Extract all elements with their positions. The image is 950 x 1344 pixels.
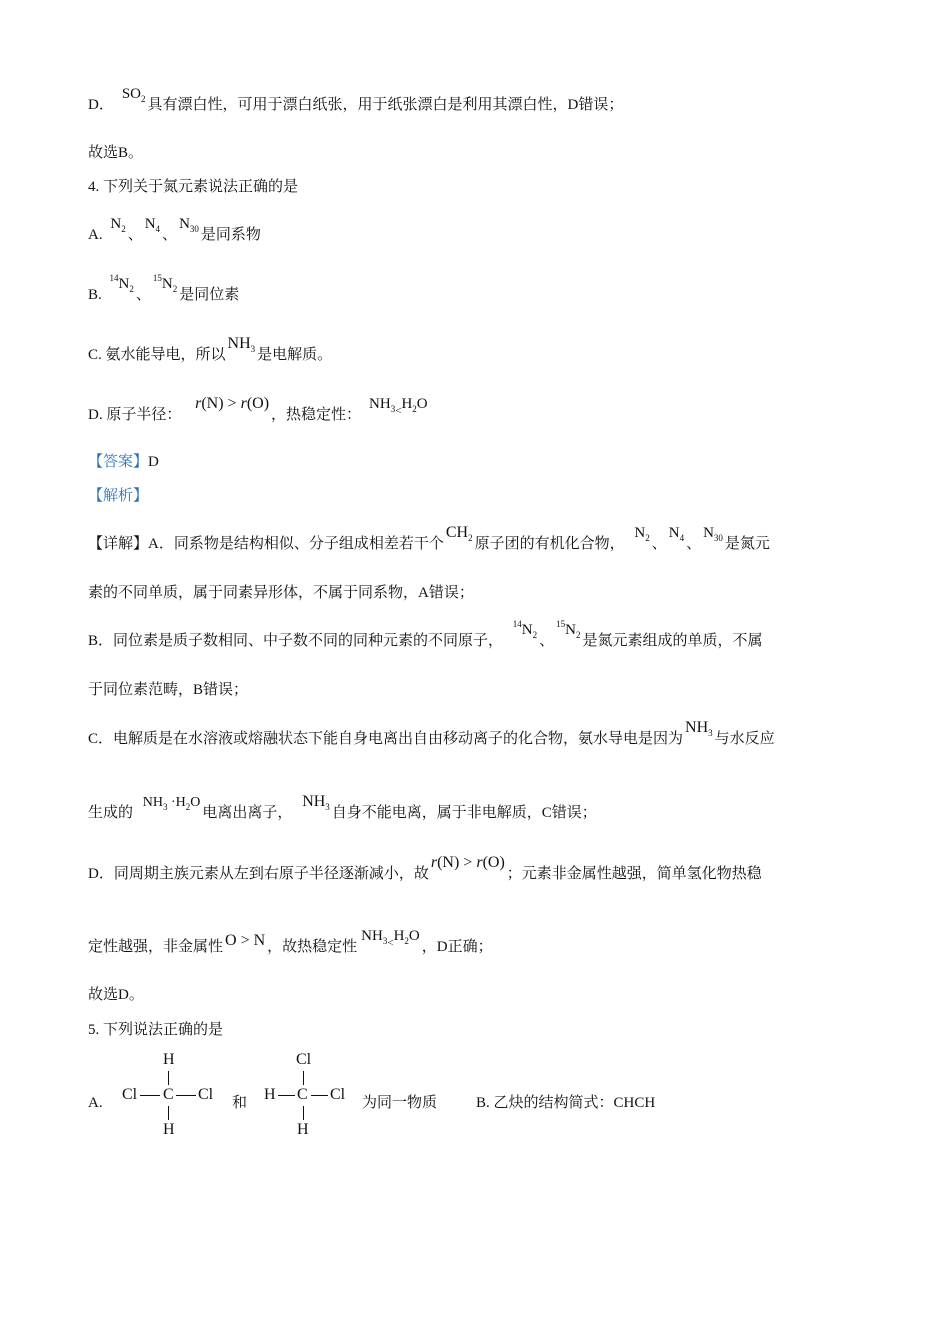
detail-text: D．同周期主族元素从左到右原子半径逐渐减小，故 [88, 866, 429, 882]
detail-text: 是氮元 [724, 536, 770, 552]
formula-sub: 2 [645, 533, 650, 543]
formula-radius [195, 394, 269, 414]
bond [168, 1071, 169, 1085]
q5-and: 和 [232, 1095, 248, 1111]
formula-sub: 2 [468, 533, 473, 543]
formula-sub: 3 [382, 936, 388, 946]
formula-15n2 [153, 274, 177, 295]
formula-text: NH [685, 719, 709, 736]
formula-text: N [521, 622, 533, 638]
formula-paren: ) [263, 395, 270, 412]
formula-text: N [118, 276, 130, 292]
formula-sup: 14 [512, 619, 522, 629]
formula-sub: 4 [155, 224, 161, 234]
detail-text: ；元素非金属性越强，简单氢化物热稳 [506, 866, 762, 882]
formula-sub: 30 [189, 224, 199, 234]
formula-sub: 2 [404, 936, 409, 946]
option-text: C. 氨水能导电，所以 [88, 347, 226, 363]
formula-paren: ( [437, 854, 443, 871]
formula-n4 [145, 214, 160, 235]
detail-text: B．同位素是质子数相同、中子数不同的同种元素的不同原子， [88, 633, 504, 649]
answer-label: 【答案】 [88, 454, 149, 470]
formula-var: r [195, 395, 202, 412]
formula-text: O [416, 396, 428, 412]
detail-d-line2 [88, 928, 493, 958]
formula-text: N [110, 216, 122, 232]
formula-op: < [387, 937, 394, 949]
structural-formula-1 [120, 1052, 220, 1142]
separator: 、 [162, 227, 178, 243]
atom-top: Cl [296, 1051, 312, 1068]
formula-sub: 30 [713, 533, 723, 543]
bond [168, 1106, 169, 1120]
bond [278, 1095, 295, 1096]
q4-option-b [88, 273, 240, 306]
detail-d-line1 [88, 854, 762, 884]
formula-stability [361, 926, 420, 947]
structural-formula-2 [262, 1052, 352, 1142]
detail-c-line2 [88, 793, 597, 824]
formula-sub: 2 [121, 224, 126, 234]
formula-text: N [634, 525, 646, 541]
formula-sub: 3 [163, 802, 168, 812]
formula-text: H [175, 795, 186, 810]
formula-o-gt-n: O > N [225, 932, 266, 949]
formula-text: O [487, 854, 500, 871]
formula-text: N [565, 622, 576, 638]
formula-op: > [463, 854, 473, 871]
q5-same-substance: 为同一物质 [362, 1095, 438, 1111]
formula-nh3 [302, 792, 330, 813]
formula-text: NH [227, 335, 251, 352]
formula-sub: 2 [532, 630, 538, 640]
formula-sub: 3 [250, 344, 256, 354]
option-text: ，热稳定性： [271, 407, 362, 423]
formula-op: < [395, 405, 402, 417]
detail-a-line1 [88, 524, 770, 555]
formula-sub: 2 [129, 284, 134, 294]
conclusion-d: 故选D。 [88, 987, 144, 1003]
formula-text: N [161, 276, 173, 292]
formula-var: r [430, 854, 438, 871]
conclusion-b: 故选B。 [88, 145, 144, 161]
formula-n30 [703, 523, 723, 544]
formula-n2 [634, 523, 649, 544]
detail-text: A．同系物是结构相似、分子组成相差若干个 [148, 536, 444, 552]
formula-text: O [252, 395, 264, 412]
bond [303, 1071, 304, 1085]
formula-op: > [227, 395, 237, 412]
atom-bottom: H [163, 1121, 175, 1138]
separator: 、 [539, 633, 555, 649]
atom-left: Cl [122, 1086, 138, 1103]
formula-sub: 4 [679, 533, 685, 543]
detail-text: 电离出离子， [202, 805, 293, 821]
bond [303, 1106, 304, 1120]
formula-sub: 2 [141, 94, 146, 104]
atom-center: C [297, 1086, 308, 1103]
formula-nh3 [228, 334, 256, 355]
formula-paren: ( [246, 395, 253, 412]
detail-c-line1 [88, 719, 775, 750]
option-d-prev [88, 86, 624, 116]
option-text: 是同系物 [200, 227, 261, 243]
formula-paren: ( [201, 395, 207, 412]
formula-so2 [122, 84, 146, 105]
formula-text: SO [121, 86, 142, 102]
atom-right: Cl [330, 1086, 346, 1103]
formula-sub: 2 [412, 404, 417, 414]
detail-a-line2: 素的不同单质，属于同素异形体，不属于同系物，A错误； [88, 585, 474, 601]
formula-var: r [476, 854, 483, 871]
formula-sub: 2 [172, 284, 178, 294]
formula-text: NH [369, 396, 391, 412]
option-text: 具有漂白性，可用于漂白纸张，用于纸张漂白是利用其漂白性，D错误； [147, 97, 624, 113]
formula-paren: ( [482, 854, 488, 871]
question-4: 4. 下列关于氮元素说法正确的是 [88, 179, 299, 195]
separator: 、 [651, 536, 667, 552]
detail-text: 原子团的有机化合物， [474, 536, 625, 552]
detail-text: ，D正确； [421, 939, 493, 955]
bond [311, 1095, 328, 1096]
formula-text: H [393, 928, 405, 944]
atom-right: Cl [198, 1086, 214, 1103]
detail-text: 与水反应 [714, 731, 775, 747]
formula-sub: 2 [185, 802, 191, 812]
formula-text: NH [302, 793, 326, 810]
formula-text: O [408, 928, 420, 944]
formula-nh3 [685, 718, 713, 739]
formula-sub: 3 [325, 802, 330, 812]
formula-text: H [401, 396, 413, 412]
separator: 、 [127, 227, 143, 243]
formula-n30 [179, 214, 199, 235]
bond [140, 1095, 160, 1096]
formula-text: N [144, 216, 156, 232]
formula-nh3-h2o [143, 793, 201, 813]
formula-14n2 [513, 620, 537, 641]
atom-center: C [163, 1086, 174, 1103]
formula-paren: ) [218, 395, 224, 412]
detail-b-line2: 于同位素范畴，B错误； [88, 682, 249, 698]
detail-text: ，故热稳定性 [267, 939, 358, 955]
q5-option-b: B. 乙炔的结构简式：CHCH [476, 1095, 656, 1111]
option-label: A. [88, 227, 103, 243]
formula-text: N [703, 525, 714, 541]
formula-sup: 15 [556, 619, 566, 629]
answer [88, 452, 159, 472]
option-text: 是电解质。 [257, 347, 333, 363]
separator: 、 [135, 287, 151, 303]
formula-sup: 14 [109, 273, 119, 283]
formula-text: CH [445, 524, 469, 541]
formula-dot: · [171, 795, 176, 810]
formula-stability [369, 394, 428, 415]
formula-n2 [110, 214, 125, 235]
formula-text: O [190, 795, 201, 810]
formula-text: NH [142, 795, 163, 810]
formula-radius [431, 853, 505, 873]
option-label: D． [88, 97, 114, 113]
formula-sup: 15 [152, 273, 162, 283]
formula-sub: 3 [390, 404, 396, 414]
formula-15n2 [556, 620, 580, 641]
formula-sub: 3 [708, 728, 713, 738]
atom-top: H [163, 1051, 175, 1068]
detail-text: C．电解质是在水溶液或熔融状态下能自身电离出自由移动离子的化合物，氨水导电是因为 [88, 731, 684, 747]
formula-text: N [179, 216, 190, 232]
atom-left: H [264, 1086, 276, 1103]
detail-text: 定性越强，非金属性 [88, 939, 224, 955]
detail-text: 是氮元素组成的单质，不属 [582, 633, 763, 649]
formula-paren: ) [499, 854, 505, 871]
q4-option-a [88, 216, 261, 246]
formula-text: N [442, 854, 454, 871]
detail-b-line1 [88, 619, 763, 652]
formula-text: N [668, 525, 680, 541]
question-5: 5. 下列说法正确的是 [88, 1022, 224, 1038]
q4-option-d [88, 395, 430, 426]
formula-ch2 [446, 523, 473, 544]
option-text: 是同位素 [179, 287, 240, 303]
atom-bottom: H [297, 1121, 309, 1138]
option-text: D. 原子半径： [88, 407, 182, 423]
formula-n4 [669, 523, 684, 544]
formula-14n2 [110, 274, 134, 295]
q5-option-a-label: A. [88, 1095, 103, 1111]
formula-text: NH [361, 928, 383, 944]
formula-sub: 2 [575, 630, 581, 640]
q4-option-c [88, 335, 333, 366]
detail-text: 生成的 [88, 805, 134, 821]
analysis-label: 【解析】 [88, 488, 149, 504]
option-label: B. [88, 287, 102, 303]
formula-paren: ) [453, 854, 460, 871]
bond [176, 1095, 196, 1096]
separator: 、 [686, 536, 702, 552]
formula-text: N [206, 395, 219, 412]
detail-label: 【详解】 [88, 536, 149, 552]
detail-text: 自身不能电离，属于非电解质，C错误； [331, 805, 597, 821]
formula-var: r [240, 395, 247, 412]
answer-value: D [148, 454, 159, 470]
